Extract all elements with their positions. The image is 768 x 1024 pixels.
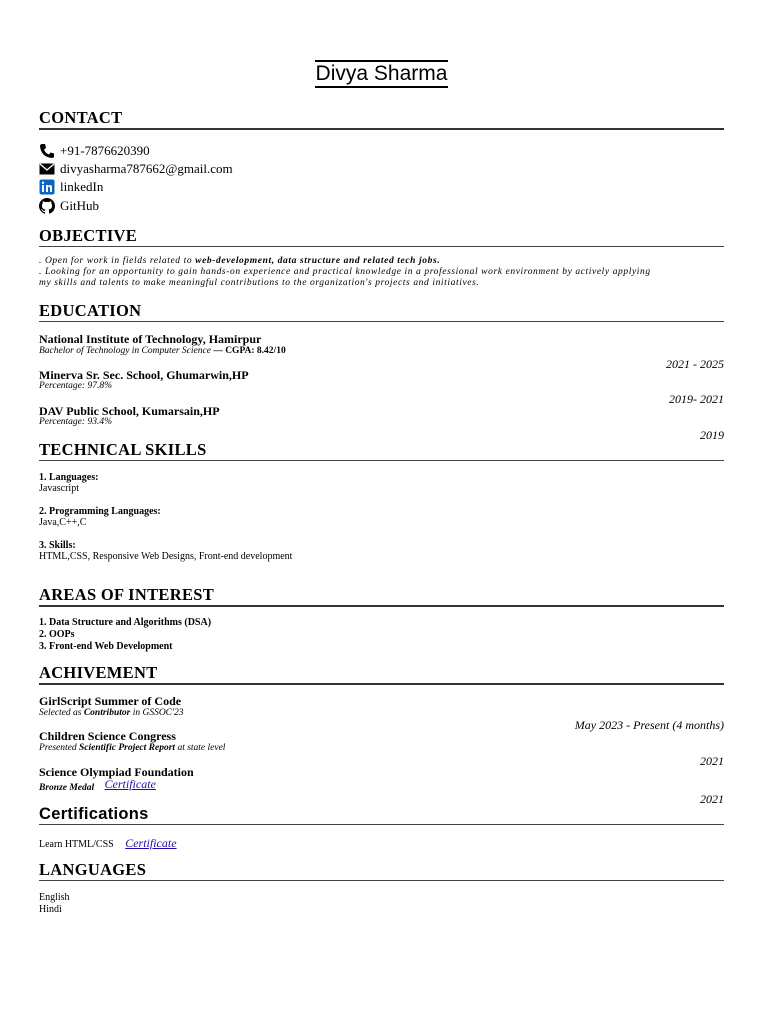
education-institute: National Institute of Technology, Hamirpur: [39, 332, 262, 346]
phone-row: [39, 142, 150, 160]
education-detail: Percentage: 97.8%: [39, 381, 112, 391]
interest-item: 2. OOPs: [39, 629, 75, 640]
linkedin-row: [39, 178, 103, 196]
interest-heading: AREAS OF INTEREST: [39, 585, 215, 604]
achievement-date: May 2023 - Present (4 months): [574, 718, 724, 732]
phone-text: +91-7876620390: [60, 143, 150, 158]
linkedin-link[interactable]: linkedIn: [60, 179, 104, 194]
github-icon: [39, 198, 55, 214]
name-header: [39, 60, 724, 88]
education-date: 2019- 2021: [669, 392, 724, 406]
achievement-date: 2021: [700, 792, 724, 806]
degree-text: Bachelor of Technology in Computer Science: [39, 346, 211, 356]
certificate-link[interactable]: Certificate: [104, 777, 156, 791]
achievement-section: [39, 664, 724, 685]
certifications-heading: Certifications: [39, 805, 149, 823]
languages-heading: LANGUAGES: [39, 860, 147, 879]
email-row: [39, 160, 233, 178]
objective-line-2: . Looking for an opportunity to gain hands-on experience and practical knowledge in a professional work environment by actively applying: [39, 267, 651, 277]
achievement-text: at state level: [175, 743, 226, 753]
divider: [39, 683, 724, 685]
achievement-detail: [39, 743, 225, 753]
education-section: [39, 302, 724, 322]
language-item: English: [39, 892, 70, 903]
education-detail: [39, 346, 286, 356]
certification-row: [39, 836, 177, 851]
divider: [39, 605, 724, 607]
divider: [39, 321, 724, 322]
education-institute: Minerva Sr. Sec. School, Ghumarwin,HP: [39, 368, 249, 382]
skill-label: 1. Languages:: [39, 472, 99, 483]
education-date: 2019: [700, 428, 724, 442]
certification-name: Learn HTML/CSS: [39, 839, 114, 850]
divider: [39, 824, 724, 825]
contact-heading: CONTACT: [39, 108, 123, 127]
languages-section: [39, 861, 724, 881]
objective-line-1: [39, 256, 440, 268]
achievement-emphasis: Bronze Medal: [39, 783, 95, 793]
divider: [39, 128, 724, 130]
skills-section: [39, 441, 724, 461]
achievement-text: Presented: [39, 743, 80, 753]
objective-text: . Open for work in fields related to: [39, 256, 196, 266]
skills-heading: TECHNICAL SKILLS: [39, 440, 207, 459]
divider: [39, 880, 724, 881]
achievement-detail: [39, 779, 156, 794]
achievement-heading: ACHIVEMENT: [39, 663, 158, 682]
language-item: Hindi: [39, 904, 62, 915]
phone-icon: [39, 143, 55, 159]
email-text[interactable]: divyasharma787662@gmail.com: [60, 161, 233, 176]
achievement-text: in GSSOC'23: [130, 708, 184, 718]
candidate-name: Divya Sharma: [315, 60, 449, 88]
certificate-link[interactable]: Certificate: [125, 836, 177, 850]
objective-heading: OBJECTIVE: [39, 226, 138, 245]
github-row: [39, 197, 99, 215]
skill-value: Javascript: [39, 483, 79, 494]
achievement-date: 2021: [700, 754, 724, 768]
objective-emphasis: web-development, data structure and related tech jobs.: [195, 256, 441, 266]
education-institute: DAV Public School, Kumarsain,HP: [39, 404, 220, 418]
mail-icon: [39, 161, 55, 177]
skill-value: HTML,CSS, Responsive Web Designs, Front-end development: [39, 551, 293, 562]
education-detail: Percentage: 93.4%: [39, 417, 112, 427]
divider: [39, 460, 724, 461]
linkedin-icon: [39, 179, 55, 195]
cgpa-text: — CGPA: 8.42/10: [210, 346, 286, 356]
divider: [39, 246, 724, 247]
achievement-title: GirlScript Summer of Code: [39, 694, 182, 708]
skill-label: 2. Programming Languages:: [39, 506, 161, 517]
certifications-section: [39, 805, 724, 825]
achievement-text: Selected as: [39, 708, 84, 718]
objective-section: [39, 227, 724, 247]
achievement-emphasis: Scientific Project Report: [79, 743, 176, 753]
skill-value: Java,C++,C: [39, 517, 87, 528]
education-date: 2021 - 2025: [666, 357, 724, 371]
skill-label: 3. Skills:: [39, 540, 76, 551]
education-heading: EDUCATION: [39, 301, 142, 320]
interest-item: 3. Front-end Web Development: [39, 641, 173, 652]
achievement-detail: [39, 708, 184, 718]
interest-section: [39, 586, 724, 607]
objective-line-3: my skills and talents to make meaningful contributions to the organization's projects and initiatives.: [39, 278, 480, 288]
interest-item: 1. Data Structure and Algorithms (DSA): [39, 617, 212, 628]
contact-section: [39, 109, 724, 130]
achievement-title: Children Science Congress: [39, 729, 176, 743]
achievement-title: Science Olympiad Foundation: [39, 765, 194, 779]
achievement-emphasis: Contributor: [83, 708, 131, 718]
github-link[interactable]: GitHub: [60, 198, 99, 213]
